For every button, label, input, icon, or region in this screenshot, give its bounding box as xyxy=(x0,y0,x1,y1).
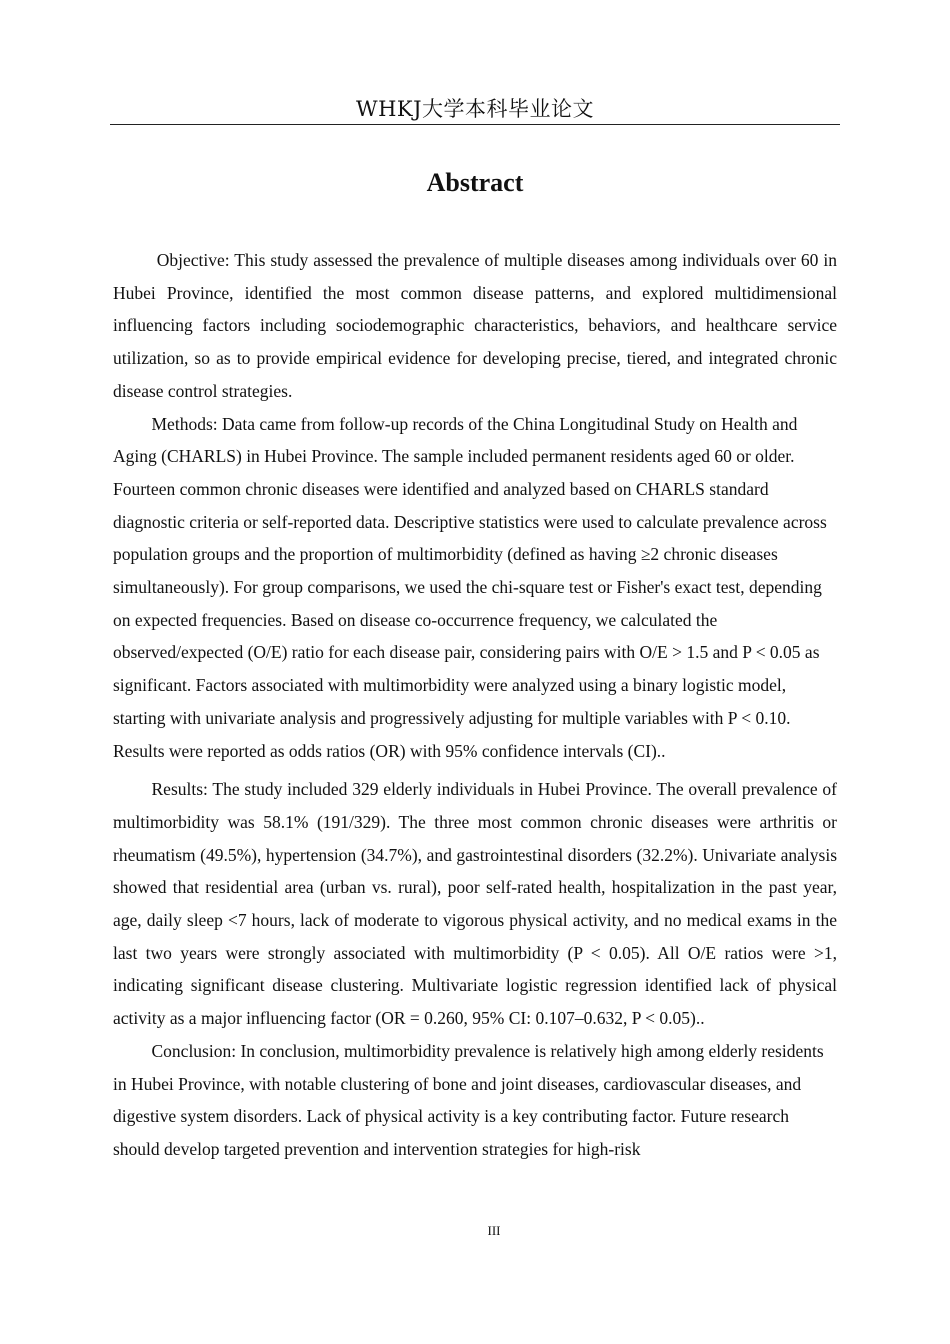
header-rule xyxy=(110,124,840,125)
results-paragraph: Results: The study included 329 elderly individuals in Hubei Province. The overall prevalence of multimorbidity was 58.1% (191/329). The three most common chronic diseases were arthritis or rheumatism (49.5%), hypertension (34.7%), and gastrointestinal disorders (32.2%). Univariate analysis showed that residential area (urban vs. rural), poor self-rated health, hospitalization in the past year, age, daily sleep <7 hours, lack of moderate to vigorous physical activity, and no medical exams in the last two years were strongly associated with multimorbidity (P < 0.05). All O/E ratios were >1, indicating significant disease clustering. Multivariate logistic regression identified lack of physical activity as a major influencing factor (OR = 0.260, 95% CI: 0.107–0.632, P < 0.05).. xyxy=(113,779,837,1029)
methods-paragraph: Methods: Data came from follow-up records of the China Longitudinal Study on Health and Aging (CHARLS) in Hubei Province. The sample included permanent residents aged 60 or older. Fourteen common chronic diseases were identified and analyzed based on CHARLS standard diagnostic criteria or self-reported data. Descriptive statistics were used to calculate prevalence across population groups and the proportion of multimorbidity (defined as having ≥2 chronic diseases simultaneously). For group comparisons, we used the chi-square test or Fisher's exact test, depending on expected frequencies. Based on disease co-occurrence frequency, we calculated the observed/expected (O/E) ratio for each disease pair, considering pairs with O/E > 1.5 and P < 0.05 as significant. Factors associated with multimorbidity were analyzed using a binary logistic model, starting with univariate analysis and progressively adjusting for multiple variables with P < 0.10. Results were reported as odds ratios (OR) with 95% confidence intervals (CI).. xyxy=(113,413,827,761)
conclusion-paragraph: Conclusion: In conclusion, multimorbidity prevalence is relatively high among elderly residents in Hubei Province, with notable clustering of bone and joint diseases, cardiovascular diseases, and digestive system disorders. Lack of physical activity is a key contributing factor. Future research should develop targeted prevention and intervention strategies for high-risk xyxy=(113,1040,824,1159)
abstract-body xyxy=(113,244,837,1166)
page-title: Abstract xyxy=(426,168,524,197)
running-header: WHKJ大学本科毕业论文 xyxy=(355,97,594,121)
objective-paragraph: Objective: This study assessed the prevalence of multiple diseases among individuals over 60 in Hubei Province, identified the most common disease patterns, and explored multidimensional influencing factors including sociodemographic characteristics, behaviors, and healthcare service utilization, so as to provide empirical evidence for developing precise, tiered, and integrated chronic disease control strategies. xyxy=(113,250,837,401)
page-number: III xyxy=(487,1223,501,1238)
